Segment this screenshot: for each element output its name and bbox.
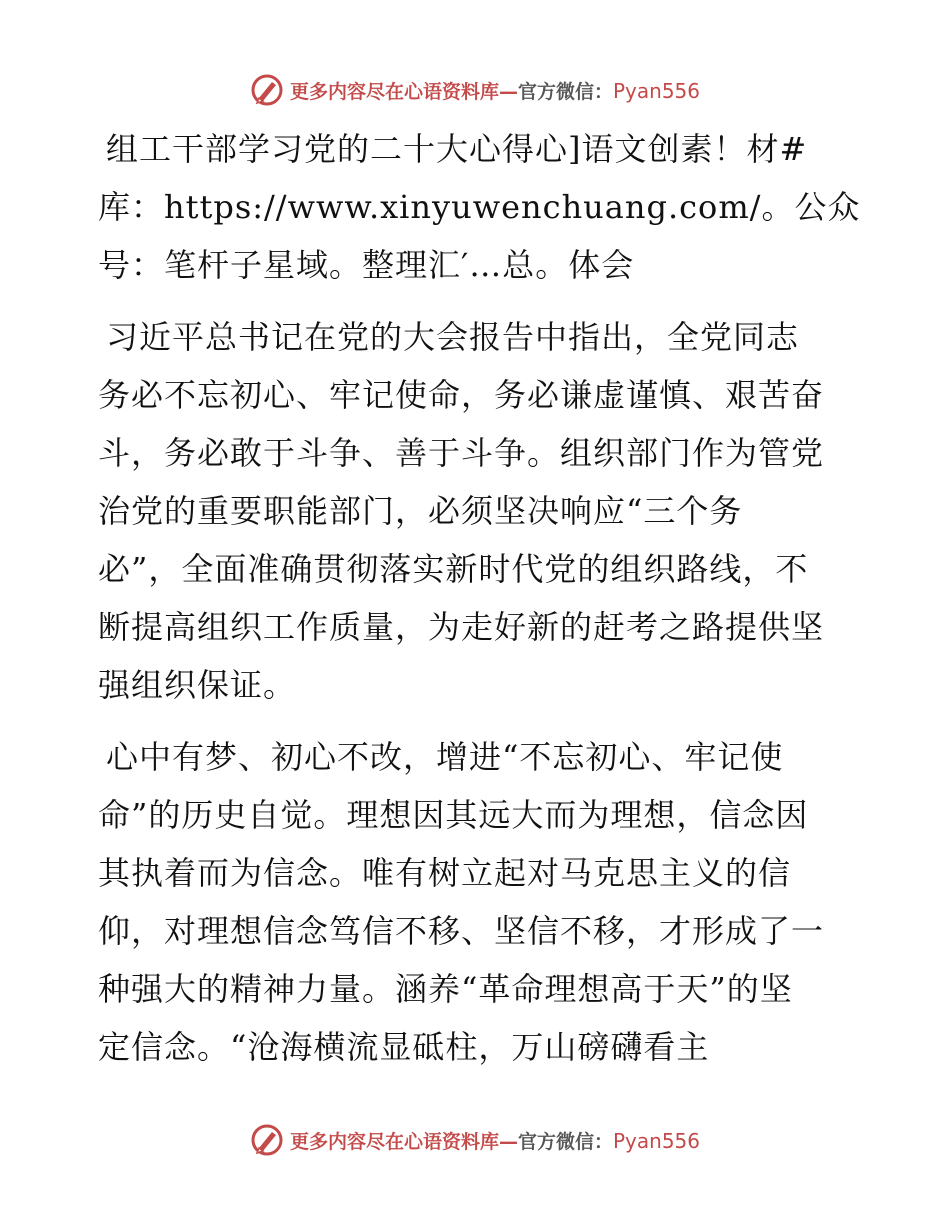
text-line: 定信念。“沧海横流显砥柱，万山磅礴看主 <box>98 1028 710 1066</box>
footer-wechat-label: 官方微信： <box>517 1130 613 1153</box>
paragraph-intro <box>98 308 858 714</box>
text-line: 强组织保证。 <box>98 666 297 704</box>
text-line: 必”，全面准确贯彻落实新时代党的组织路线，不 <box>98 550 809 588</box>
text-line: 仰，对理想信念笃信不移、坚信不移，才形成了一 <box>98 912 825 950</box>
text-line: 务必不忘初心、牢记使命，务必谦虚谨慎、艰苦奋 <box>98 376 825 414</box>
pen-logo-icon <box>250 73 284 107</box>
text-line: 种强大的精神力量。涵养“革命理想高于天”的坚 <box>98 970 793 1008</box>
text-line: 斗，务必敢于斗争、善于斗争。组织部门作为管党 <box>98 434 825 472</box>
text-line: 组工干部学习党的二十大心得心]语文创素！材# <box>106 130 808 168</box>
footer-wechat-id: Pyan556 <box>613 1128 701 1153</box>
footer-banner-text <box>290 1127 700 1154</box>
text-line: 断提高组织工作质量，为走好新的赶考之路提供坚 <box>98 608 825 646</box>
text-line: 心中有梦、初心不改，增进“不忘初心、牢记使 <box>106 738 784 776</box>
header-banner <box>0 70 950 110</box>
text-line: 库：https://www.xinyuwenchuang.com/。公众 <box>98 188 861 226</box>
footer-site-text: 更多内容尽在心语资料库 <box>289 1130 499 1153</box>
text-line: 治党的重要职能部门，必须坚决响应“三个务 <box>98 492 743 530</box>
paragraph-title <box>98 120 861 294</box>
footer-banner <box>0 1120 950 1160</box>
text-line: 号：笔杆子星域。整理汇′…总。体会 <box>98 246 635 284</box>
header-dash: — <box>498 80 518 103</box>
document-body <box>98 120 861 1076</box>
text-line: 命”的历史自觉。理想因其远大而为理想，信念因 <box>98 796 809 834</box>
pen-logo-icon <box>250 1123 284 1157</box>
header-site-text: 更多内容尽在心语资料库 <box>289 80 499 103</box>
header-banner-text <box>290 77 700 104</box>
header-wechat-id: Pyan556 <box>613 78 701 103</box>
header-wechat-label: 官方微信： <box>517 80 613 103</box>
footer-dash: — <box>498 1130 518 1153</box>
paragraph-ideals <box>98 728 858 1076</box>
text-line: 其执着而为信念。唯有树立起对马克思主义的信 <box>98 854 792 892</box>
text-line: 习近平总书记在党的大会报告中指出，全党同志 <box>106 318 800 356</box>
